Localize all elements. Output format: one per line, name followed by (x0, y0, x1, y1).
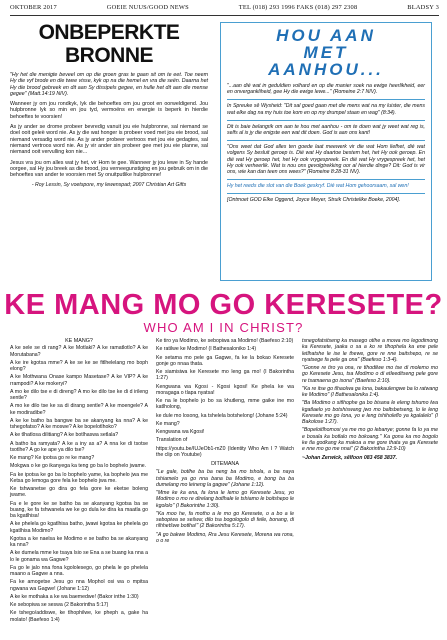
body-paragraph: Fa e le gore ke se batho ba se akanyang kgotsa ba se buang, ke fa tshwanela we ke go dula ke dira ka maatla go ba kgatlhisa! (10, 500, 148, 519)
youtube-link[interactable]: https://youtu.be/IUJeOb1-mZ0 (Identity Who Am I ? Watch the clip on Youtube) (156, 445, 294, 458)
scripture-quote: "Ka re itse go tlhaolwa ga lona, bakaulengwe ba lo ratwang ke Modimo" (I Bathesalonika 1:4). (302, 385, 438, 398)
body-paragraph: Kengwana wa Kgosi - Kgosi kgosi! Ke phela ke wa moragaga o tlapa nyatsa! (156, 383, 294, 396)
body-paragraph: Kengwana wa Kgosi! (156, 429, 205, 435)
body-paragraph: A mo ke dilo tse ke sa di dirang sentle? A ke moengele? A ke modiradibe? (10, 403, 148, 416)
box-paragraph: "...aan dié wat in geduldien volhard en op die manier soek na ewige heerlikheid, eer en onvergankliheid, gee Hy die ewige lewe..." (Romeine 2:7 NIV). (227, 83, 425, 96)
box-title-line-2: MET (303, 43, 349, 62)
article-title-line-2: BRONNE (64, 44, 153, 67)
box-divider (227, 99, 425, 100)
box-divider (227, 120, 425, 121)
box-paragraph: Dit is baie belangrik om aan te hou met aanhou - om te doen wat jy weet wat reg is, selfs al is jy die enigste een wat dit doen. God is aan ons kant! (227, 123, 425, 137)
article-title-line-1: ONBEPERKTE (38, 21, 180, 44)
scripture-quote: tsnegofatsitseng ka masego otlhe a mowa mo legodimong ka Keresete, jaaka o sa a ko re tlhophela ka ene pele letlhatshe le ise le thewe, gore re nne baitshepo, re se nyatsege fa pele ga ona" (Baefeso 1:3-4). (302, 338, 438, 363)
scripture-quote: "Bopeloitlhomosi ya me mo go lebanye; gonne fa lo ya me e bosala ka botlalo mo bokoang." Ka gona ka mo bogolo ke tla godkang ka makoa a me gore thata ya ga Keresete e nne mo go me nnai" (2 Bakorintha 12:9-10) (302, 427, 438, 452)
section-heading: DITEMANA (211, 461, 239, 467)
box-title-line-3: AANHOU... (268, 60, 384, 79)
body-paragraph: Translation of (156, 437, 188, 444)
section-heading: KE MANG? (65, 338, 93, 344)
header-paper: GOEIE NUUS/GOOD NEWS (106, 4, 189, 11)
feature-title: KE MANG MO GO KERESETE? (4, 289, 443, 321)
box-divider (227, 140, 425, 141)
body-paragraph: Ke mang? (156, 420, 180, 427)
body-paragraph: Mokgwa o ke go ikanyega ka teng go ba lo bophelo jwame. (10, 463, 147, 470)
scripture-quote: "Gonne re tiro ya ona, re tlhodilwe mo tse di molemo mo go Keresete Jesu, tsa Modimo o di etleeditseng pele gore re tsamaena go isona" (Baefeso 2:10). (302, 365, 438, 384)
article-paragraph: As jy ander se drome probeer bevredig vanuit jou eie hulpbronne, sal niemand se doel ooit geleë word nie. As jy die wat honger is probeer voed met jou eie brood, sal niemand versadig word nie. As jy ander probeer vertroos met jou eie gedagtes, sal niemand vertroos word nie. As jy vir ander sin probeer gee met jou eie planne, sal niemand ooit vervulling kon nie... (10, 124, 208, 156)
box-divider (227, 193, 425, 194)
body-paragraph: Fa go le jalo nna fona kgololesego, go phela le go phelela maano a Gagwe a nna. (10, 564, 148, 577)
box-paragraph: Hy het reeds die slot van die Boek geskryf. Dié wat Hom gehoorsaam, sal wen! (227, 183, 409, 190)
scripture-quote: "Ba Modimo o sitlhophe ga bo bisana le eleng tshumo lwa kgatlaelo yo botshiswang jwo mo baltsbetseng, lo le leng Keresete mo go lona, yo e leng tshiholeflo ya kgalalelo" (I Bakolose 1:27). (302, 400, 438, 425)
box-paragraph: "Ons weet dat God alles ten goede laat meewerk vir die wat Hom liefhet, dié wat volgens Sy besluit geroep is. Dié wat Hy daartoe bestem het, het Hy ook geroep. En dié wat Hy geroep het, het Hy ook vrygespreek. En dié wat Hy vrygespreek het, het Hy ook verheerlik. Wat is nou ons gevolgtrekking oor al hierdie dinge? Dit: God is vir ons, wie kan dan teen ons wees?" (Romeine 8:28-31 NV). (227, 144, 425, 176)
scripture-quote: "Mme ke ka ena, fa lona le lemo go Keresete Jesu, yo Modimo o mo re direlang botlhale le tshiamo le boitshepo le kgololo" (I Bakorinthe 1:30). (156, 490, 294, 509)
body-paragraph: A ke ke mothaka a ke wa baemedwe! (Bakor inthe 1:30) (10, 593, 139, 600)
header-page: BLADSY 3 (407, 4, 439, 11)
body-paragraph: Ke tshego/addiswe, ke tlhophilwe, ke pheph a, gake ha molato! (Baefeso 1:4) (10, 610, 148, 623)
body-paragraph: A mo ke dilo tse e di direng? A mo ke dilo tse ke di d irileng sentle? (10, 388, 148, 401)
header-date: OKTOBER 2017 (10, 4, 57, 11)
body-paragraph: Ke siamisiwa ke Keresete mo leng ga mo! (I Bakorintha 1:27) (156, 369, 294, 382)
body-paragraph: Ke tshwanetse go dira go fela gore ke eketse boleng jwame. (10, 486, 148, 499)
body-paragraph: A ke sele se di rang? A ke Motlaki? A ke ramatlotlo? A ke Morutabana? (10, 345, 148, 358)
header-divider (10, 15, 439, 16)
box-paragraph: In Spreuke sê Wysheid: "Dit sal goed gaan met die mens wat na my luister, die mens wat elke dag na my huis toe kom en op my drumpel staan en wag" (8:34). (227, 103, 425, 116)
box-divider (227, 179, 425, 180)
body-paragraph: Ke tiro ya Modimo, ke sebopiwa sa Modimo! (Baefeso 2:10) (156, 338, 294, 344)
body-paragraph: Fa ke amogetse Jesu go nna Mophol osi wa o mpitsa ngwana wa Gagwe! (Johane 1:12) (10, 579, 148, 592)
article-paragraph: Jesus vra jou om alles wat jy het, vir Hom te gee. Wanneer jy jou lewe in Sy hande oorgee, sal Hy jou breek as die brood, jou verneegunstiging en jou gebruik om in die behoeftes van ander te voorsien met Sy onuitputlike hulpbronne! (10, 159, 208, 179)
scripture-quote: "Le gale, botlhe ba ba neng ba mo tshola, a ba naya tshiamelo ya go nna bana ba Modimo, e bong ba ba dumelang mo leineng la gagwe" (Johane 1:12). (156, 469, 294, 488)
body-paragraph: A batho ba ramyata? A ke a iny as a? A nna ke di tsotse tsotlhe? A go ke ape ya dilo tse? (10, 440, 148, 453)
article-hou-aan-box (220, 22, 432, 281)
box-title-line-1: HOU AAN (276, 26, 376, 45)
body-paragraph: A ke ke batho ba bangwe ba se akanyang ka nna? A ke tshegofatso? A ke moswe? A ke bopelotlhoko? (10, 417, 148, 430)
body-paragraph: ke dule mo losong, ka tshelela botshelong! (Johane 5:24) (156, 412, 288, 419)
body-paragraph: A ke dumela mme ke tsaya lsio se Ena a se buang ka nna a lo le gonama wa Gagwe? (10, 550, 148, 563)
article-paragraph: "Hy het die menigte beveel om op die groen gras te gaan sit om te eet. Toe neem Hy die vyf brode en die twee visse, kyk op na die hemel en vra die seën. Daarna het Hy die brood gebreek en dit aan Sy dissipels gegee, en hulle het dit aan die mense gegee" (Matt.14:19 NIV). (10, 72, 208, 97)
body-paragraph: A ke ire kgotsa mme? A ke se ke se fitlhelelang mo boph elong? (10, 359, 148, 372)
article-credit: - Roy Lessin, Sy voetspore, my lewenspad; 2007 Christian Art Gifts (31, 182, 187, 189)
article-onbeperkte-bronne (10, 20, 208, 189)
author-signature: ~Johan Zerwick, sêlfoon 083 458 3837. (302, 455, 398, 462)
column-1 (10, 338, 148, 625)
body-paragraph: Ke mang? Ke ipotsa go re ke mang? (10, 455, 95, 461)
scripture-quote: "A go bakwe Modimo, Rra Jesu Keresete, Morena wa rona, o o re (156, 531, 294, 544)
body-paragraph: Ke sebopiwa se seswa (2 Bakorintha 5:17) (10, 602, 109, 608)
column-2 (156, 338, 294, 546)
article-paragraph: Wanneer jy om jou rondkyk, lyk die behoeftes om jou groot en oorweldigend. Jou hulpbronne lyk so min en jou tyd, vermoëns en energie is beperk in hierdie behoeftes te voorsien! (10, 101, 208, 120)
body-paragraph: A ke Mothwana Onase kampo Masetase? A ke VIP? A ke rrampodi? A ke mokeryi? (10, 374, 148, 387)
header-contact: TEL (018) 293 1996 FAKS (018) 297 2308 (238, 4, 358, 11)
box-credit: [Ontmoet GOD Elke Oggend, Joyce Meyer, Struik Christelike Boeke, 2004]. (227, 197, 401, 204)
column-3 (302, 338, 438, 464)
body-paragraph: Ke ratilwe ke Modimo! (I Bathesaloniko 1:4) (156, 346, 257, 353)
feature-subtitle: WHO AM I IN CHRIST? (143, 320, 304, 335)
body-paragraph: Kgotsa a ke naelsa ke Modimo e se batho ba se akanyang ka nna? (10, 535, 148, 548)
body-paragraph: A ke phelela go kgatlhisa batho, jwawi kgotsa ke phelela go kgatlhisa Modimo? (10, 521, 148, 534)
body-paragraph: A ke tlhatlosa dilitiang? A ke botlhaswa setlala? (10, 432, 119, 439)
body-paragraph: Fa ke ipotsa ke go ba lo bophelo yame, ka bophelo jwa me Ketsa go lemoga gore fela ke bophelo jwa me. (10, 471, 148, 484)
body-paragraph: Ke na le bophelo jo bo sa khutleng, mme gaike ine mo katlholong, (156, 398, 294, 411)
body-paragraph: Ke setama mo pele ga Gagwe, fa ke la bokao Keresete gonje go nnaa thata. (156, 354, 294, 367)
scripture-quote: "Ka moo he, fa motho a le mo go Keresete, o a bo a le sebopiwa se sešwa; dilo tsa bogologolo di feile, bonang, di rilhhetšwe botlha!" (2 Bakorintha 5:17). (156, 510, 294, 530)
